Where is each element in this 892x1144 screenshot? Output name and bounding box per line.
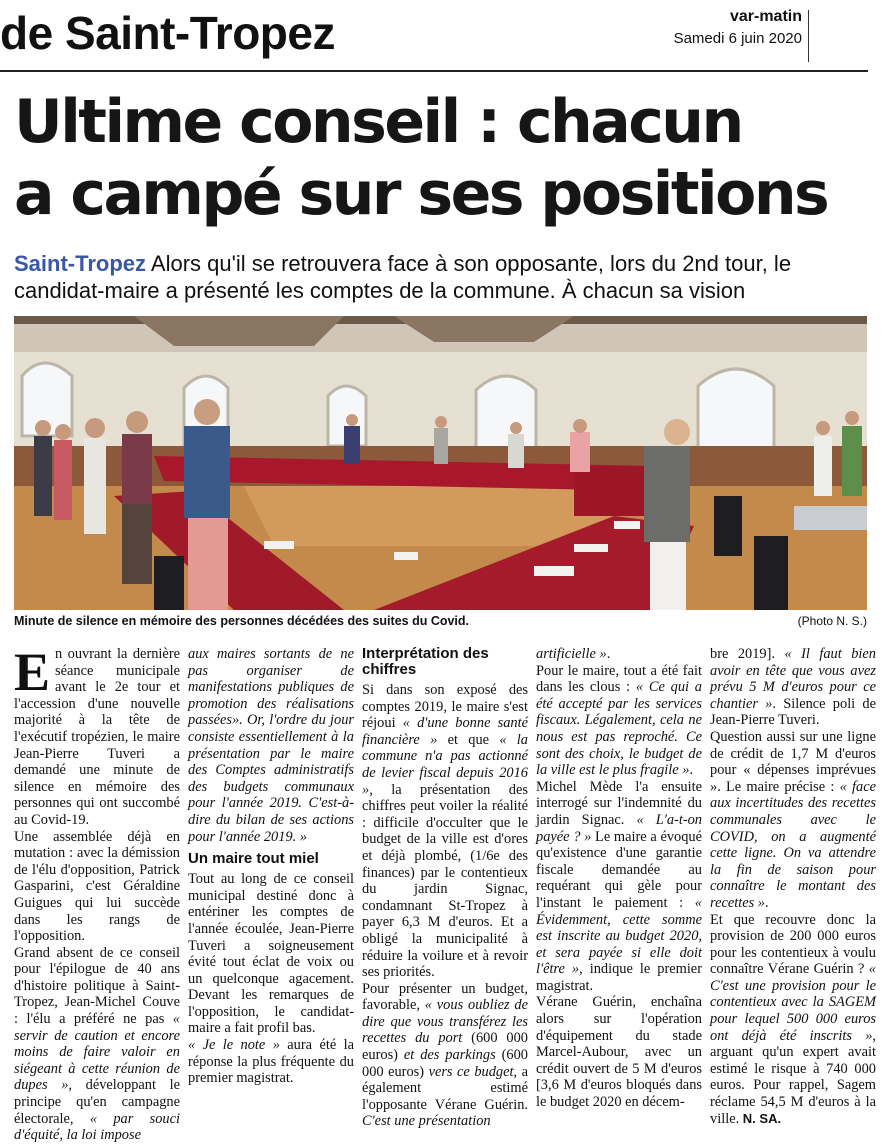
quote: « servir de caution et encore moins de faire valoir en siégeant à cette réunion de dupes » xyxy=(14,1011,180,1094)
paragraph xyxy=(14,945,180,1144)
subheading: Un maire tout miel xyxy=(188,850,319,868)
quote: « Je le note » xyxy=(188,1037,280,1054)
text: (600 000 euros) xyxy=(362,1030,528,1064)
subheading: Interprétation des chiffres xyxy=(362,645,489,678)
paragraph xyxy=(188,646,354,845)
quote: artificielle » xyxy=(536,646,607,662)
text: , a également estimé l'opposante Vérane Guérin. xyxy=(362,1063,528,1113)
council-meeting-photo xyxy=(14,316,867,610)
header-rule xyxy=(0,70,868,72)
text: , arguant qu'un expert avait estimé le risque à 740 000 euros. Pour rappel, Sagem réclame 54,5 M d'euros à la ville. xyxy=(710,1027,876,1127)
text: . xyxy=(765,894,769,911)
headline-line-2: a campé sur ses positions xyxy=(14,159,828,229)
text: , indique le premier magistrat. xyxy=(536,961,702,994)
paragraph xyxy=(710,646,876,729)
paragraph: Vérane Guérin, enchaîna alors sur l'opération d'équipement du stade Marcel-Aubour, avec un crédit ouvert de 5 M d'euros [3,6 M d'euros bloqués dans le budget 2020 en décem- xyxy=(536,994,702,1111)
caption-text: Minute de silence en mémoire des personnes décédées des suites du Covid. xyxy=(14,614,470,628)
article-column-4 xyxy=(536,646,702,1111)
paragraph xyxy=(536,646,702,663)
standfirst xyxy=(14,250,874,304)
text: Question aussi sur une ligne de crédit de 1,7 M d'euros pour « dépenses imprévues ». Le maire précise : xyxy=(710,728,876,795)
text: Michel Mède l'a ensuite interrogé sur l'indemnité du jardin Signac. xyxy=(536,778,702,828)
paragraph xyxy=(362,682,528,981)
text: n ouvrant la dernière séance municipale avant le 2e tour et l'accession d'une nouvelle majorité à la tête de l'exécutif tropézien, le maire Jean-Pierre Tuveri a demandé une minute de silence en mémoire des personnes qui ont succombé au Covid-19. xyxy=(14,646,180,828)
masthead-divider xyxy=(808,10,809,62)
photo-credit: (Photo N. S.) xyxy=(797,614,867,628)
text: . xyxy=(689,762,694,779)
quote: vers ce budget xyxy=(428,1063,514,1080)
quote: « d'une bonne santé financière » xyxy=(362,715,528,748)
text: Grand absent de ce conseil pour l'épilogue de 40 ans d'histoire politique à Saint-Tropez, Jean-Michel Couve : l'élu a préféré ne pas xyxy=(14,944,180,1028)
newspaper-name: var-matin xyxy=(729,8,802,25)
photo-illustration xyxy=(14,316,867,610)
text: Si dans son exposé des comptes 2019, le maire s'est réjoui xyxy=(362,682,528,732)
article-column-3 xyxy=(362,646,528,1130)
headline-line-1: Ultime conseil : chacun xyxy=(14,87,742,157)
quote: « L'a-t-on payée ? » xyxy=(536,811,703,845)
text: . Silence poli de Jean-Pierre Tuveri. xyxy=(710,695,876,729)
text: , la présentation des chiffres peut voiler la réalité : difficile d'occulter que le budget de la ville est d'ores et déjà plombé, (1/6e des finances) par le contentieux du jardin Signac, condamnant St-Tropez à payer 6,3 M d'euros. Et a obligé la municipalité à réduire la voilure et à revoir ses priorités. xyxy=(362,781,528,981)
paragraph xyxy=(536,779,702,995)
author-signature: N. SA. xyxy=(742,1110,782,1126)
quote: « par souci d'équité, la loi impose xyxy=(14,1110,180,1144)
publication-date: Samedi 6 juin 2020 xyxy=(673,30,802,47)
quote: « Il faut bien avoir en tête que vous avez prévu 5 M d'euros pour ce chantier » xyxy=(710,646,876,712)
paragraph: Une assemblée déjà en mutation : avec la démission de l'élu d'opposition, Patrick Gasparini, c'est Géraldine Guigues qui lui succède dans les rangs de l'opposition. xyxy=(14,828,180,945)
text: (600 000 euros) xyxy=(362,1047,528,1080)
paragraph xyxy=(536,663,702,779)
drop-cap: E xyxy=(14,642,51,702)
location-kicker: Saint-Tropez xyxy=(14,251,147,276)
text: Pour le maire, tout a été fait dans les clous : xyxy=(536,662,702,696)
text: , développant le principe qu'en campagne électorale, xyxy=(14,1077,180,1127)
text: . xyxy=(606,646,611,662)
masthead xyxy=(0,0,892,72)
quote: « face aux incertitudes des recettes communales avec le COVID, on a augmenté cette ligne. On va attendre la fin de saison pour connaître le montant des recettes » xyxy=(710,778,876,911)
quote: « Ce qui a été accepté par les services fiscaux. Légalement, cela ne nous est pas reproché. Ce sont des choix, le budget de la ville est le plus fragile » xyxy=(536,679,702,779)
text: Pour présenter un budget, favorable, xyxy=(362,980,528,1014)
standfirst-text: Alors qu'il se retrouvera face à son opposante, lors du 2nd tour, le candidat-maire a présenté les comptes de la commune. À chacun sa vision xyxy=(14,251,792,303)
quote: aux maires sortants de ne pas organiser de manifestations publiques de promotion des réalisations passées». Or, l'ordre du jour consiste essentiellement à la présentation par le maire des Comptes administratifs des budgets communaux pour l'année 2019. C'est-à-dire du bilan de ses actions pour l'année 2019. » xyxy=(188,646,354,845)
quote: C'est une présentation xyxy=(362,1113,491,1130)
quote: et des parkings xyxy=(403,1047,496,1064)
text: Le maire a évoqué qu'existence d'une garantie fiscale demandée au requérant qui gèle pour l'instant le paiement : xyxy=(536,828,702,911)
paragraph: Tout au long de ce conseil municipal destiné donc à entériner les comptes de l'année écoulée, Jean-Pierre Tuveri a soigneusement évité tout éclat de voix ou un quelconque agacement. Devant les remarques de l'opposition, le candidat-maire a fait profil bas. xyxy=(188,871,354,1037)
paragraph xyxy=(710,912,876,1128)
quote: « vous oubliez de dire que vous transférez les recettes du port xyxy=(362,997,528,1047)
photo-caption xyxy=(14,614,867,632)
paragraph xyxy=(14,642,180,829)
text: et que xyxy=(437,731,500,748)
headline xyxy=(14,86,874,230)
article-column-1 xyxy=(14,642,180,1144)
paragraph xyxy=(362,981,528,1130)
article-column-2 xyxy=(188,646,354,1087)
paragraph xyxy=(710,729,876,912)
article-column-5 xyxy=(710,646,876,1127)
section-title: de Saint-Tropez xyxy=(0,7,335,59)
text: aura été la réponse la plus fréquente du premier magistrat. xyxy=(188,1037,355,1087)
paragraph xyxy=(188,1037,354,1087)
text: Et que recouvre donc la provision de 200 000 euros pour les contentieux à voulu connaître Vérane Guérin ? xyxy=(710,911,876,978)
quote: « la commune n'a pas actionné de levier fiscal depuis 2016 » xyxy=(362,731,528,798)
quote: « Évidemment, cette somme est inscrite au budget 2020, et sera payée si elle doit l'être » xyxy=(536,894,702,978)
text: bre 2019]. xyxy=(710,646,785,662)
quote: « C'est une provision pour le contentieux avec la SAGEM pour lequel 500 000 euros ont déjà été inscrits » xyxy=(710,961,876,1044)
